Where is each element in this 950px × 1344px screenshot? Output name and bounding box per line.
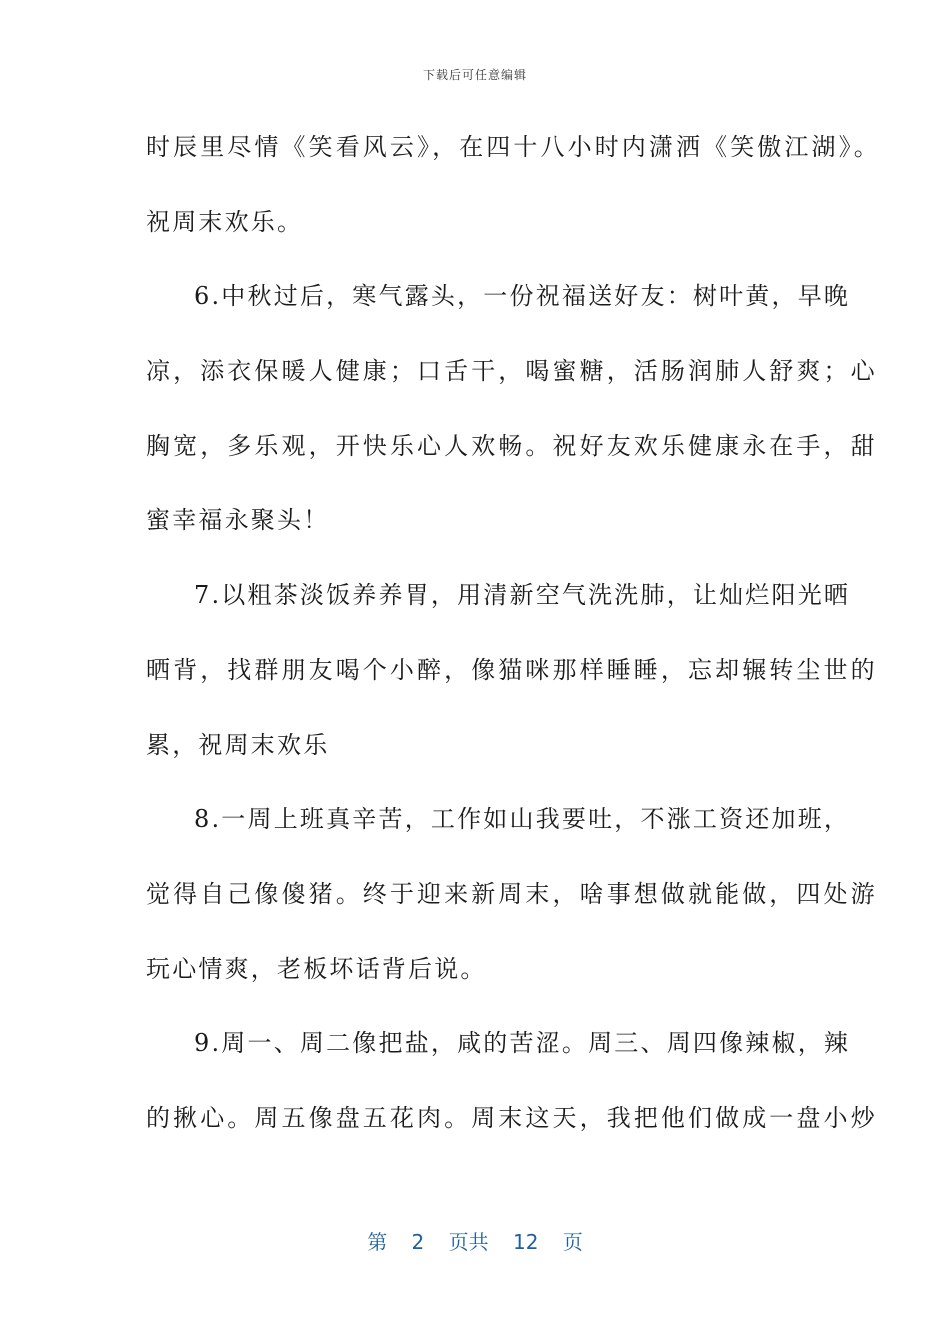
page-footer — [0, 1226, 950, 1255]
text-line: 晒背，找群朋友喝个小醉，像猫咪那样睡睡，忘却辗转尘世的 — [146, 655, 878, 684]
text-line: 祝周末欢乐。 — [146, 207, 304, 236]
text-line: 胸宽，多乐观，开快乐心人欢畅。祝好友欢乐健康永在手，甜 — [146, 431, 878, 460]
footer-page-number: 2 — [411, 1230, 425, 1254]
text-line: 凉，添衣保暖人健康；口舌干，喝蜜糖，活肠润肺人舒爽；心 — [146, 357, 878, 386]
text-line: 觉得自己像傻猪。终于迎来新周末，啥事想做就能做，四处游 — [146, 879, 878, 908]
document-body — [146, 110, 881, 1156]
paragraph-9-start: 9.周一、周二像把盐，咸的苦涩。周三、周四像辣椒，辣 — [194, 1029, 851, 1058]
paragraph-8-start: 8.一周上班真辛苦，工作如山我要吐，不涨工资还加班， — [194, 805, 851, 834]
footer-middle: 页共 — [448, 1230, 489, 1254]
text-line: 的揪心。周五像盘五花肉。周末这天，我把他们做成一盘小炒 — [146, 1103, 878, 1132]
footer-total-pages: 12 — [513, 1230, 539, 1254]
paragraph-7-start: 7.以粗茶淡饭养养胃，用清新空气洗洗肺，让灿烂阳光晒 — [194, 581, 851, 610]
footer-suffix: 页 — [562, 1230, 583, 1254]
text-line: 时辰里尽情《笑看风云》，在四十八小时内潇洒《笑傲江湖》。 — [146, 133, 881, 161]
text-line: 玩心情爽，老板坏话背后说。 — [146, 954, 487, 983]
text-line: 累，祝周末欢乐 — [146, 730, 330, 759]
footer-prefix: 第 — [367, 1230, 388, 1254]
page-header: 下载后可任意编辑 — [422, 68, 527, 82]
text-line: 蜜幸福永聚头！ — [146, 506, 330, 535]
paragraph-6-start: 6.中秋过后，寒气露头，一份祝福送好友：树叶黄，早晚 — [194, 282, 851, 311]
